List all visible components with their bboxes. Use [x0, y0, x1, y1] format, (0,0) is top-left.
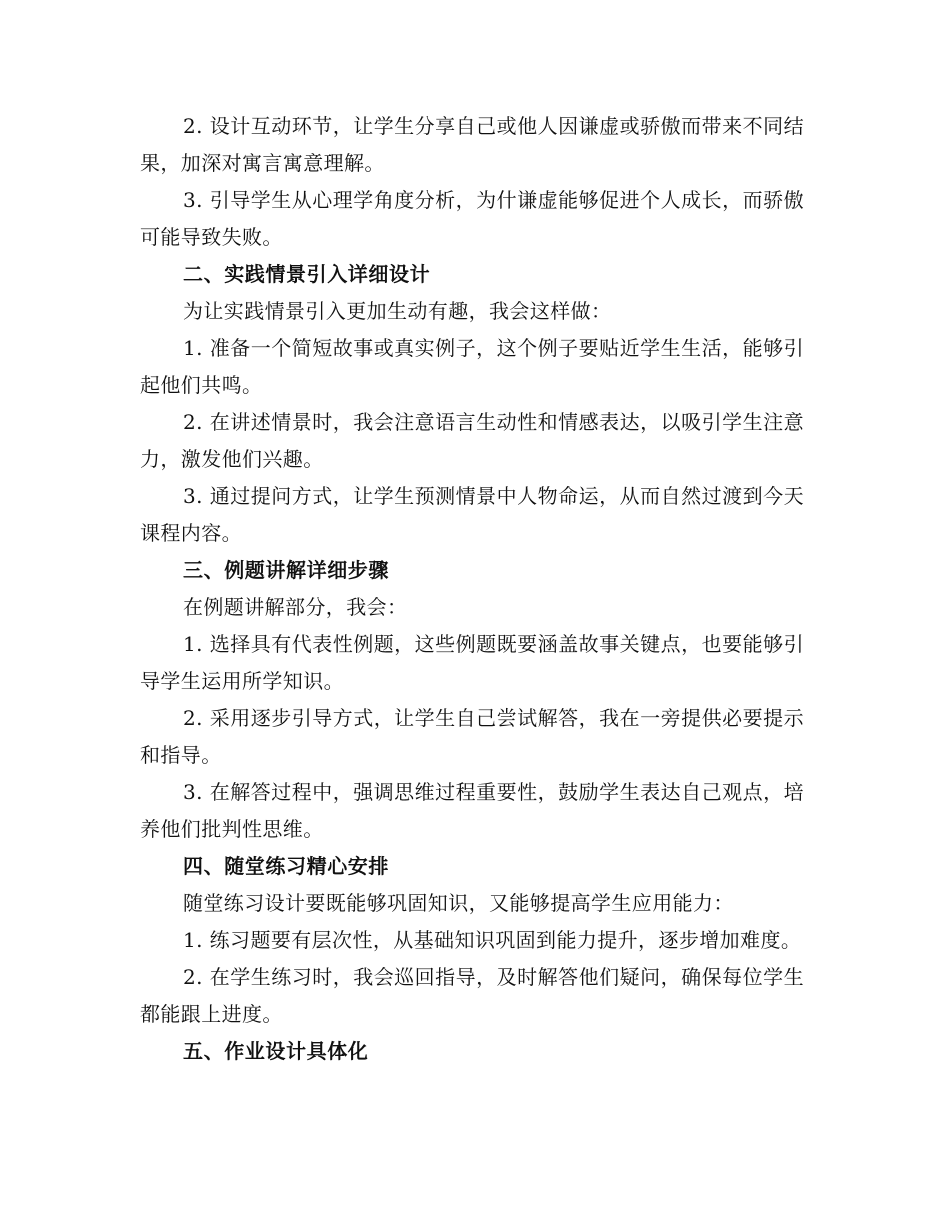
paragraph: 2. 在学生练习时，我会巡回指导，及时解答他们疑问，确保每位学生都能跟上进度。	[140, 965, 804, 1026]
paragraph: 2. 设计互动环节，让学生分享自己或他人因谦虚或骄傲而带来不同结果，加深对寓言寓意理解。	[140, 114, 804, 175]
paragraph: 1. 选择具有代表性例题，这些例题既要涵盖故事关键点，也要能够引导学生运用所学知识。	[140, 632, 804, 693]
section-heading: 二、实践情景引入详细设计	[183, 262, 431, 286]
section-heading: 三、例题讲解详细步骤	[183, 558, 389, 582]
paragraph: 3. 通过提问方式，让学生预测情景中人物命运，从而自然过渡到今天课程内容。	[140, 484, 804, 545]
paragraph: 在例题讲解部分，我会：	[183, 595, 408, 619]
paragraph: 1. 练习题要有层次性，从基础知识巩固到能力提升，逐步增加难度。	[183, 928, 802, 952]
paragraph: 1. 准备一个简短故事或真实例子，这个例子要贴近学生生活，能够引起他们共鸣。	[140, 336, 804, 397]
section-heading: 五、作业设计具体化	[183, 1039, 369, 1063]
document-body	[140, 108, 804, 1070]
paragraph: 为让实践情景引入更加生动有趣，我会这样做：	[183, 299, 612, 323]
paragraph: 2. 在讲述情景时，我会注意语言生动性和情感表达，以吸引学生注意力，激发他们兴趣。	[140, 410, 804, 471]
paragraph: 3. 引导学生从心理学角度分析，为什谦虚能够促进个人成长，而骄傲可能导致失败。	[140, 188, 804, 249]
paragraph: 随堂练习设计要既能够巩固知识，又能够提高学生应用能力：	[183, 891, 734, 915]
paragraph: 3. 在解答过程中，强调思维过程重要性，鼓励学生表达自己观点，培养他们批判性思维。	[140, 780, 804, 841]
paragraph: 2. 采用逐步引导方式，让学生自己尝试解答，我在一旁提供必要提示和指导。	[140, 706, 804, 767]
section-heading: 四、随堂练习精心安排	[183, 854, 389, 878]
